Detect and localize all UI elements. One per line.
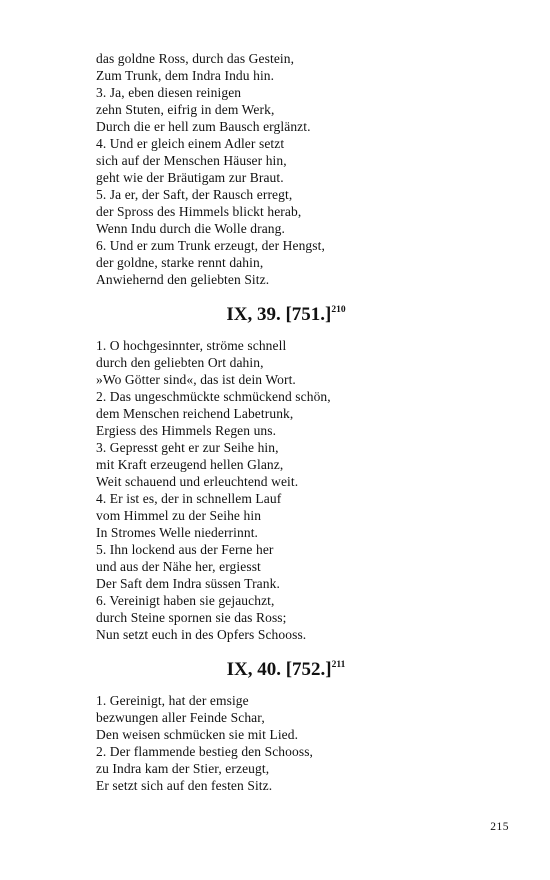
verse-line: Zum Trunk, dem Indra Indu hin.	[96, 68, 275, 83]
verse-line: 1. Gereinigt, hat der emsige	[96, 693, 249, 708]
verse-line: bezwungen aller Feinde Schar,	[96, 710, 265, 725]
verse-block-continued	[96, 50, 476, 288]
verse-line: 6. Vereinigt haben sie gejauchzt,	[96, 593, 275, 608]
verse-line: sich auf der Menschen Häuser hin,	[96, 153, 287, 168]
verse-line: Durch die er hell zum Bausch erglänzt.	[96, 119, 311, 134]
verse-line: zu Indra kam der Stier, erzeugt,	[96, 761, 270, 776]
verse-line: 5. Ja er, der Saft, der Rausch erregt,	[96, 187, 293, 202]
verse-line: durch Steine spornen sie das Ross;	[96, 610, 287, 625]
verse-line: Wenn Indu durch die Wolle drang.	[96, 221, 285, 236]
section-heading-ix-39	[96, 304, 476, 326]
verse-line: mit Kraft erzeugend hellen Glanz,	[96, 457, 284, 472]
verse-line: 4. Er ist es, der in schnellem Lauf	[96, 491, 282, 506]
verse-line: Ergiess des Himmels Regen uns.	[96, 423, 277, 438]
footnote-marker[interactable]: 211	[331, 659, 346, 670]
verse-line: 2. Der flammende bestieg den Schooss,	[96, 744, 314, 759]
section-heading-ix-40	[96, 659, 476, 681]
verse-line: zehn Stuten, eifrig in dem Werk,	[96, 102, 275, 117]
verse-line: dem Menschen reichend Labetrunk,	[96, 406, 294, 421]
section-heading-text: IX, 40. [752.]	[226, 659, 332, 680]
verse-line: 3. Gepresst geht er zur Seihe hin,	[96, 440, 279, 455]
verse-block-ix-39	[96, 337, 476, 643]
verse-line: In Stromes Welle niederrinnt.	[96, 525, 259, 540]
verse-line: Er setzt sich auf den festen Sitz.	[96, 778, 273, 793]
verse-line: der Spross des Himmels blickt herab,	[96, 204, 302, 219]
verse-line: 2. Das ungeschmückte schmückend schön,	[96, 389, 331, 404]
text-column	[96, 50, 476, 794]
verse-line: 5. Ihn lockend aus der Ferne her	[96, 542, 274, 557]
verse-line: Nun setzt euch in des Opfers Schooss.	[96, 627, 307, 642]
page-number: 215	[490, 821, 509, 833]
verse-line: Den weisen schmücken sie mit Lied.	[96, 727, 299, 742]
verse-line: geht wie der Bräutigam zur Braut.	[96, 170, 284, 185]
verse-line: 1. O hochgesinnter, ströme schnell	[96, 338, 287, 353]
section-heading-text: IX, 39. [751.]	[226, 304, 332, 325]
verse-line: 4. Und er gleich einem Adler setzt	[96, 136, 285, 151]
verse-line: durch den geliebten Ort dahin,	[96, 355, 264, 370]
verse-line: »Wo Götter sind«, das ist dein Wort.	[96, 372, 296, 387]
verse-line: 3. Ja, eben diesen reinigen	[96, 85, 242, 100]
footnote-marker[interactable]: 210	[331, 304, 346, 315]
verse-line: Anwiehernd den geliebten Sitz.	[96, 272, 270, 287]
verse-line: Der Saft dem Indra süssen Trank.	[96, 576, 280, 591]
verse-block-ix-40	[96, 692, 476, 794]
verse-line: 6. Und er zum Trunk erzeugt, der Hengst,	[96, 238, 325, 253]
verse-line: das goldne Ross, durch das Gestein,	[96, 51, 295, 66]
verse-line: Weit schauend und erleuchtend weit.	[96, 474, 299, 489]
verse-line: der goldne, starke rennt dahin,	[96, 255, 264, 270]
verse-line: vom Himmel zu der Seihe hin	[96, 508, 262, 523]
verse-line: und aus der Nähe her, ergiesst	[96, 559, 261, 574]
